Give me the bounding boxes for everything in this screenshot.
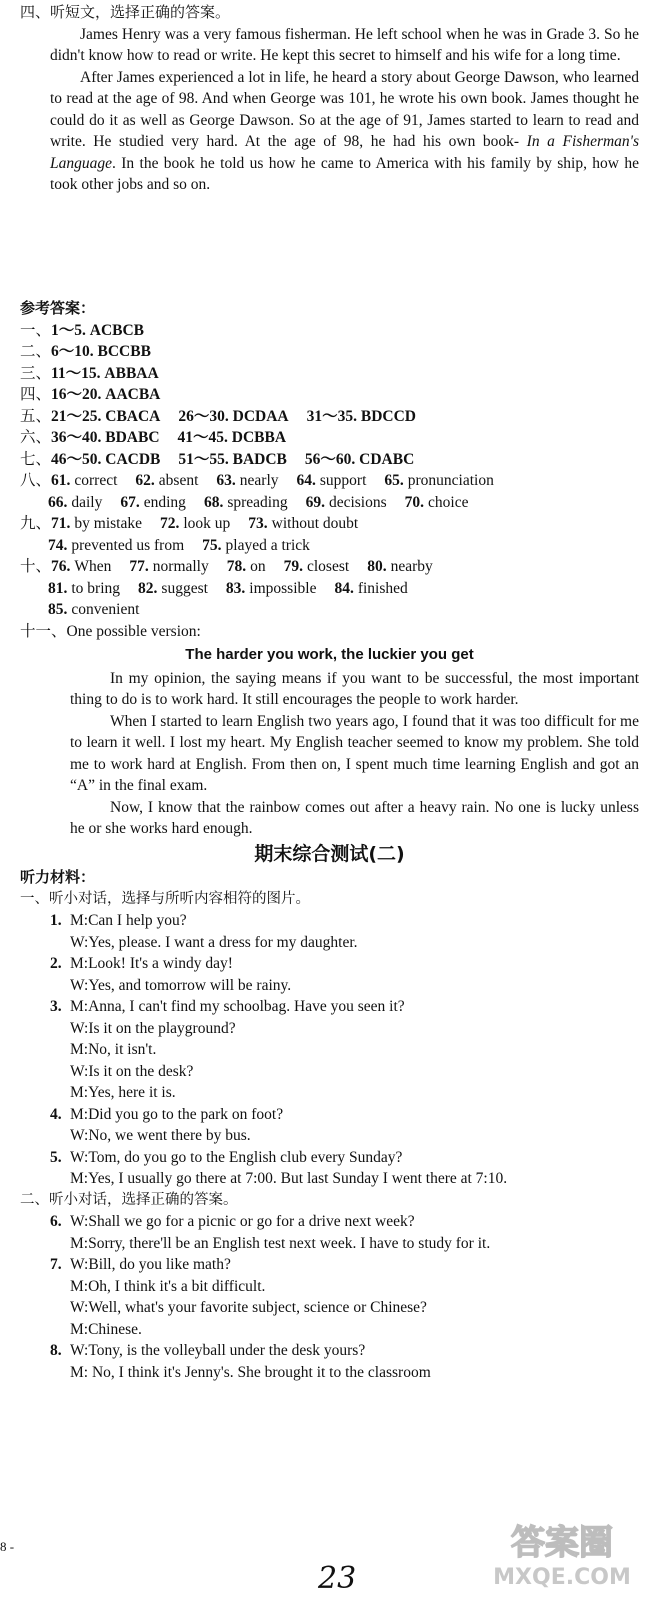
answer-item-text: support [319,472,367,489]
dialogue-line [50,1297,639,1319]
answer-line [20,470,639,492]
dialogue-text: W:Well, what's your favorite subject, science or Chinese? [70,1299,427,1316]
book-title: In a Fisherman's Language [50,133,640,172]
answer-item-text: choice [428,493,469,511]
dialogue-text: W:Yes, and tomorrow will be rainy. [70,976,292,994]
answer-section-label: 五、 [20,407,52,425]
answer-item-text: nearly [239,472,279,489]
corner-mark: 8 - [0,1539,15,1554]
dialogue-text: M:Look! It's a windy day! [70,955,233,972]
answer-item-number: 83. [225,579,246,597]
dialogue-text: M:Can I help you? [70,912,187,929]
answer-item-text: daily [71,493,103,511]
dialogue-text: M:Sorry, there'll be an English test next week. I have to study for it. [70,1234,491,1252]
answer-item-number: 68. [203,493,224,511]
answer-section-label: 九、 [20,515,52,532]
answer-item-text: prevented us from [71,536,185,554]
answer-item: 26～30. DCDAA [178,407,289,425]
dialogue-line [50,953,639,975]
dialogue-number: 8. [50,1342,62,1359]
answer-item-text: normally [152,558,209,575]
answer-line [20,320,639,342]
dialogue-line [50,910,639,932]
passage-paragraph-2-end: . In the book he told us how he came to America with his family by ship, how he took other jobs and so on. [50,154,639,193]
dialogue-line [50,1276,639,1298]
answer-item-number: 63. [216,472,236,489]
listening-passage-section [20,2,639,196]
answer-item-number: 69. [305,493,325,511]
answer-section-10 [20,556,639,621]
dialogue-line [50,1039,639,1061]
dialogue-line [50,1061,639,1083]
answer-item-number: 64. [296,472,316,489]
answer-item: 1～5. ACBCB [51,321,145,339]
essay-paragraph-1: In my opinion, the saying means if you want to be successful, the most important thing to do is to work hard. It still encourages the people to work harder. [70,669,639,708]
answer-section-label: 六、 [20,429,52,446]
answer-section-label: 十、 [20,558,52,575]
dialogue-text: M:No, it isn't. [70,1041,157,1058]
answer-item: 46～50. CACDB [51,450,161,468]
dialogue-line [50,1104,639,1126]
dialogue-number: 7. [50,1256,62,1273]
part-1-heading: 一、听小对话，选择与所听内容相符的图片。 [20,890,310,907]
essay-paragraph-2: When I started to learn English two years ago, I found that it was too difficult for me to learn it well. I lost my heart. My English teacher seemed to know my problem. She told me to work hard at English. From then on, I spent much time learning English and got an “A” in the final exam. [70,712,639,794]
dialogue-text: M:Yes, I usually go there at 7:00. But last Sunday I went there at 7:10. [70,1170,508,1187]
passage-paragraph-2-text: After James experienced a lot in life, he heard a story about George Dawson, who learned to read at the age of 98. And when George was 101, he wrote his own book. James thought he could do it as well as George Dawson. So at the age of 91, James started to learn to read and write. He studied very hard. At the age of 98, he had his own book- [50,68,639,150]
dialogue-text: W:Tony, is the volleyball under the desk yours? [70,1342,366,1359]
dialogue-text: M:Yes, here it is. [70,1084,176,1101]
listening-materials-heading: 听力材料： [20,868,96,886]
part-2-dialogues [20,1211,639,1383]
answer-item-number: 75. [202,536,222,554]
passage-paragraph-1: James Henry was a very famous fisherman. He left school when he was in Grade 3. So he didn't know how to read or write. He kept this secret to himself and his wife for a long time. [50,25,639,64]
answer-item: 21～25. CBACA [51,407,161,425]
answer-line [20,492,639,514]
answer-item-text: suggest [161,579,208,597]
dialogue-text: W:Shall we go for a picnic or go for a drive next week? [70,1213,415,1230]
answer-section-label: 八、 [20,472,52,489]
section-4-heading: 四、听短文，选择正确的答案。 [20,3,231,21]
dialogue-text: W:Yes, please. I want a dress for my daughter. [70,933,358,951]
answer-item: 56～60. CDABC [304,450,415,468]
dialogue-line [50,1168,639,1190]
dialogue-line [50,1147,639,1169]
answer-item-text: by mistake [74,515,142,532]
answer-line [20,384,639,406]
answer-item-text: correct [74,472,118,489]
answer-item-text: closest [307,558,350,575]
test-title: 期末综合测试(二) [254,842,405,865]
answer-item-text: nearby [390,558,433,575]
answer-item: 16～20. AACBA [51,386,161,403]
answer-item-text: look up [183,515,231,532]
answer-item-text: to bring [71,579,121,597]
answer-item-number: 81. [48,579,68,597]
answer-item-text: convenient [71,601,140,618]
answer-line [20,363,639,385]
answer-item-number: 72. [159,515,180,532]
part-2-heading: 二、听小对话，选择正确的答案。 [20,1191,238,1208]
answer-item-text: ending [143,493,186,511]
answer-line [20,449,639,471]
dialogue-number: 1. [50,912,62,929]
dialogue-line [50,1319,639,1341]
answer-section-label: 七、 [20,450,52,468]
answer-item-number: 79. [283,558,303,575]
answer-item-number: 77. [129,558,149,575]
answer-item-text: decisions [328,493,387,511]
answer-list [20,320,639,471]
watermark-url: MXQE.COM [493,1565,631,1590]
watermark-text: 答案圈 [511,1523,613,1563]
answer-item-text: on [250,558,266,575]
dialogue-line [50,932,639,954]
dialogue-line [50,1211,639,1233]
dialogue-number: 3. [50,998,62,1015]
answer-item-number: 80. [367,558,387,575]
answer-item-text: absent [158,472,199,489]
answer-item-text: When [74,558,112,575]
answer-line [20,406,639,428]
dialogue-text: M:Chinese. [70,1320,142,1338]
answer-line [20,556,639,578]
dialogue-line [50,996,639,1018]
dialogue-number: 5. [50,1148,62,1166]
answer-item-number: 61. [51,472,71,489]
answer-item-number: 70. [404,493,425,511]
answer-item-number: 66. [48,493,68,511]
answer-item: 36～40. BDABC [51,429,160,446]
answer-item: 41～45. DCBBA [177,429,287,446]
answer-item-number: 65. [384,472,404,489]
answer-item: 51～55. BADCB [178,450,287,468]
answer-item: 31～35. BDCCD [306,407,416,425]
dialogue-text: W:No, we went there by bus. [70,1127,251,1144]
dialogue-number: 6. [50,1213,62,1230]
answer-key-section [20,298,639,1383]
answer-section-label: 二、 [20,343,52,360]
dialogue-text: M:Oh, I think it's a bit difficult. [70,1277,266,1295]
answer-item-number: 62. [135,472,155,489]
answer-item: 6～10. BCCBB [51,343,151,360]
dialogue-text: W:Is it on the desk? [70,1062,194,1080]
answer-item-text: impossible [249,579,317,597]
answer-line [20,599,639,621]
watermark-logo [480,1512,645,1592]
answer-item-number: 67. [120,493,140,511]
answer-line [20,578,639,600]
answer-section-9 [20,513,639,556]
answer-item-text: pronunciation [407,472,494,489]
answer-item-number: 76. [51,558,71,575]
answer-section-label: 四、 [20,386,52,403]
dialogue-text: M: No, I think it's Jenny's. She brought it to the classroom [70,1363,431,1381]
answer-line [20,513,639,535]
answer-item-text: without doubt [271,515,359,532]
dialogue-line [50,975,639,997]
dialogue-line [50,1233,639,1255]
part-1-dialogues [20,910,639,1190]
dialogue-text: W:Bill, do you like math? [70,1256,231,1273]
answer-item-number: 73. [248,515,268,532]
page-number: 23 [318,1561,357,1596]
dialogue-text: W:Tom, do you go to the English club every Sunday? [70,1148,403,1166]
dialogue-text: M:Did you go to the park on foot? [70,1105,284,1123]
dialogue-number: 4. [50,1105,62,1123]
dialogue-line [50,1340,639,1362]
answer-item-number: 78. [226,558,247,575]
dialogue-line [50,1018,639,1040]
dialogue-line [50,1254,639,1276]
answer-line [20,427,639,449]
answer-section-label: 一、 [20,321,52,339]
dialogue-text: W:Is it on the playground? [70,1019,236,1037]
dialogue-line [50,1082,639,1104]
answer-key-heading: 参考答案： [20,299,96,317]
answer-item-number: 82. [138,579,158,597]
answer-section-label: 三、 [20,364,52,382]
answer-section-8 [20,470,639,513]
dialogue-line [50,1362,639,1384]
dialogue-line [50,1125,639,1147]
essay-title: The harder you work, the luckier you get [185,646,474,663]
answer-item: 11～15. ABBAA [51,364,159,382]
answer-item-number: 74. [48,536,68,554]
answer-item-number: 84. [334,579,354,597]
dialogue-number: 2. [50,955,62,972]
passage-paragraph-2 [20,67,639,196]
answer-line [20,341,639,363]
answer-item-number: 85. [48,601,68,618]
dialogue-text: M:Anna, I can't find my schoolbag. Have you seen it? [70,998,405,1015]
answer-line [20,535,639,557]
section-11-heading: 十一、One possible version: [20,622,201,640]
answer-item-text: played a trick [225,536,310,554]
answer-item-text: finished [357,579,408,597]
essay-paragraph-3: Now, I know that the rainbow comes out after a heavy rain. No one is lucky unless he or she works hard enough. [70,798,639,837]
answer-item-text: spreading [227,493,288,511]
answer-item-number: 71. [51,515,71,532]
